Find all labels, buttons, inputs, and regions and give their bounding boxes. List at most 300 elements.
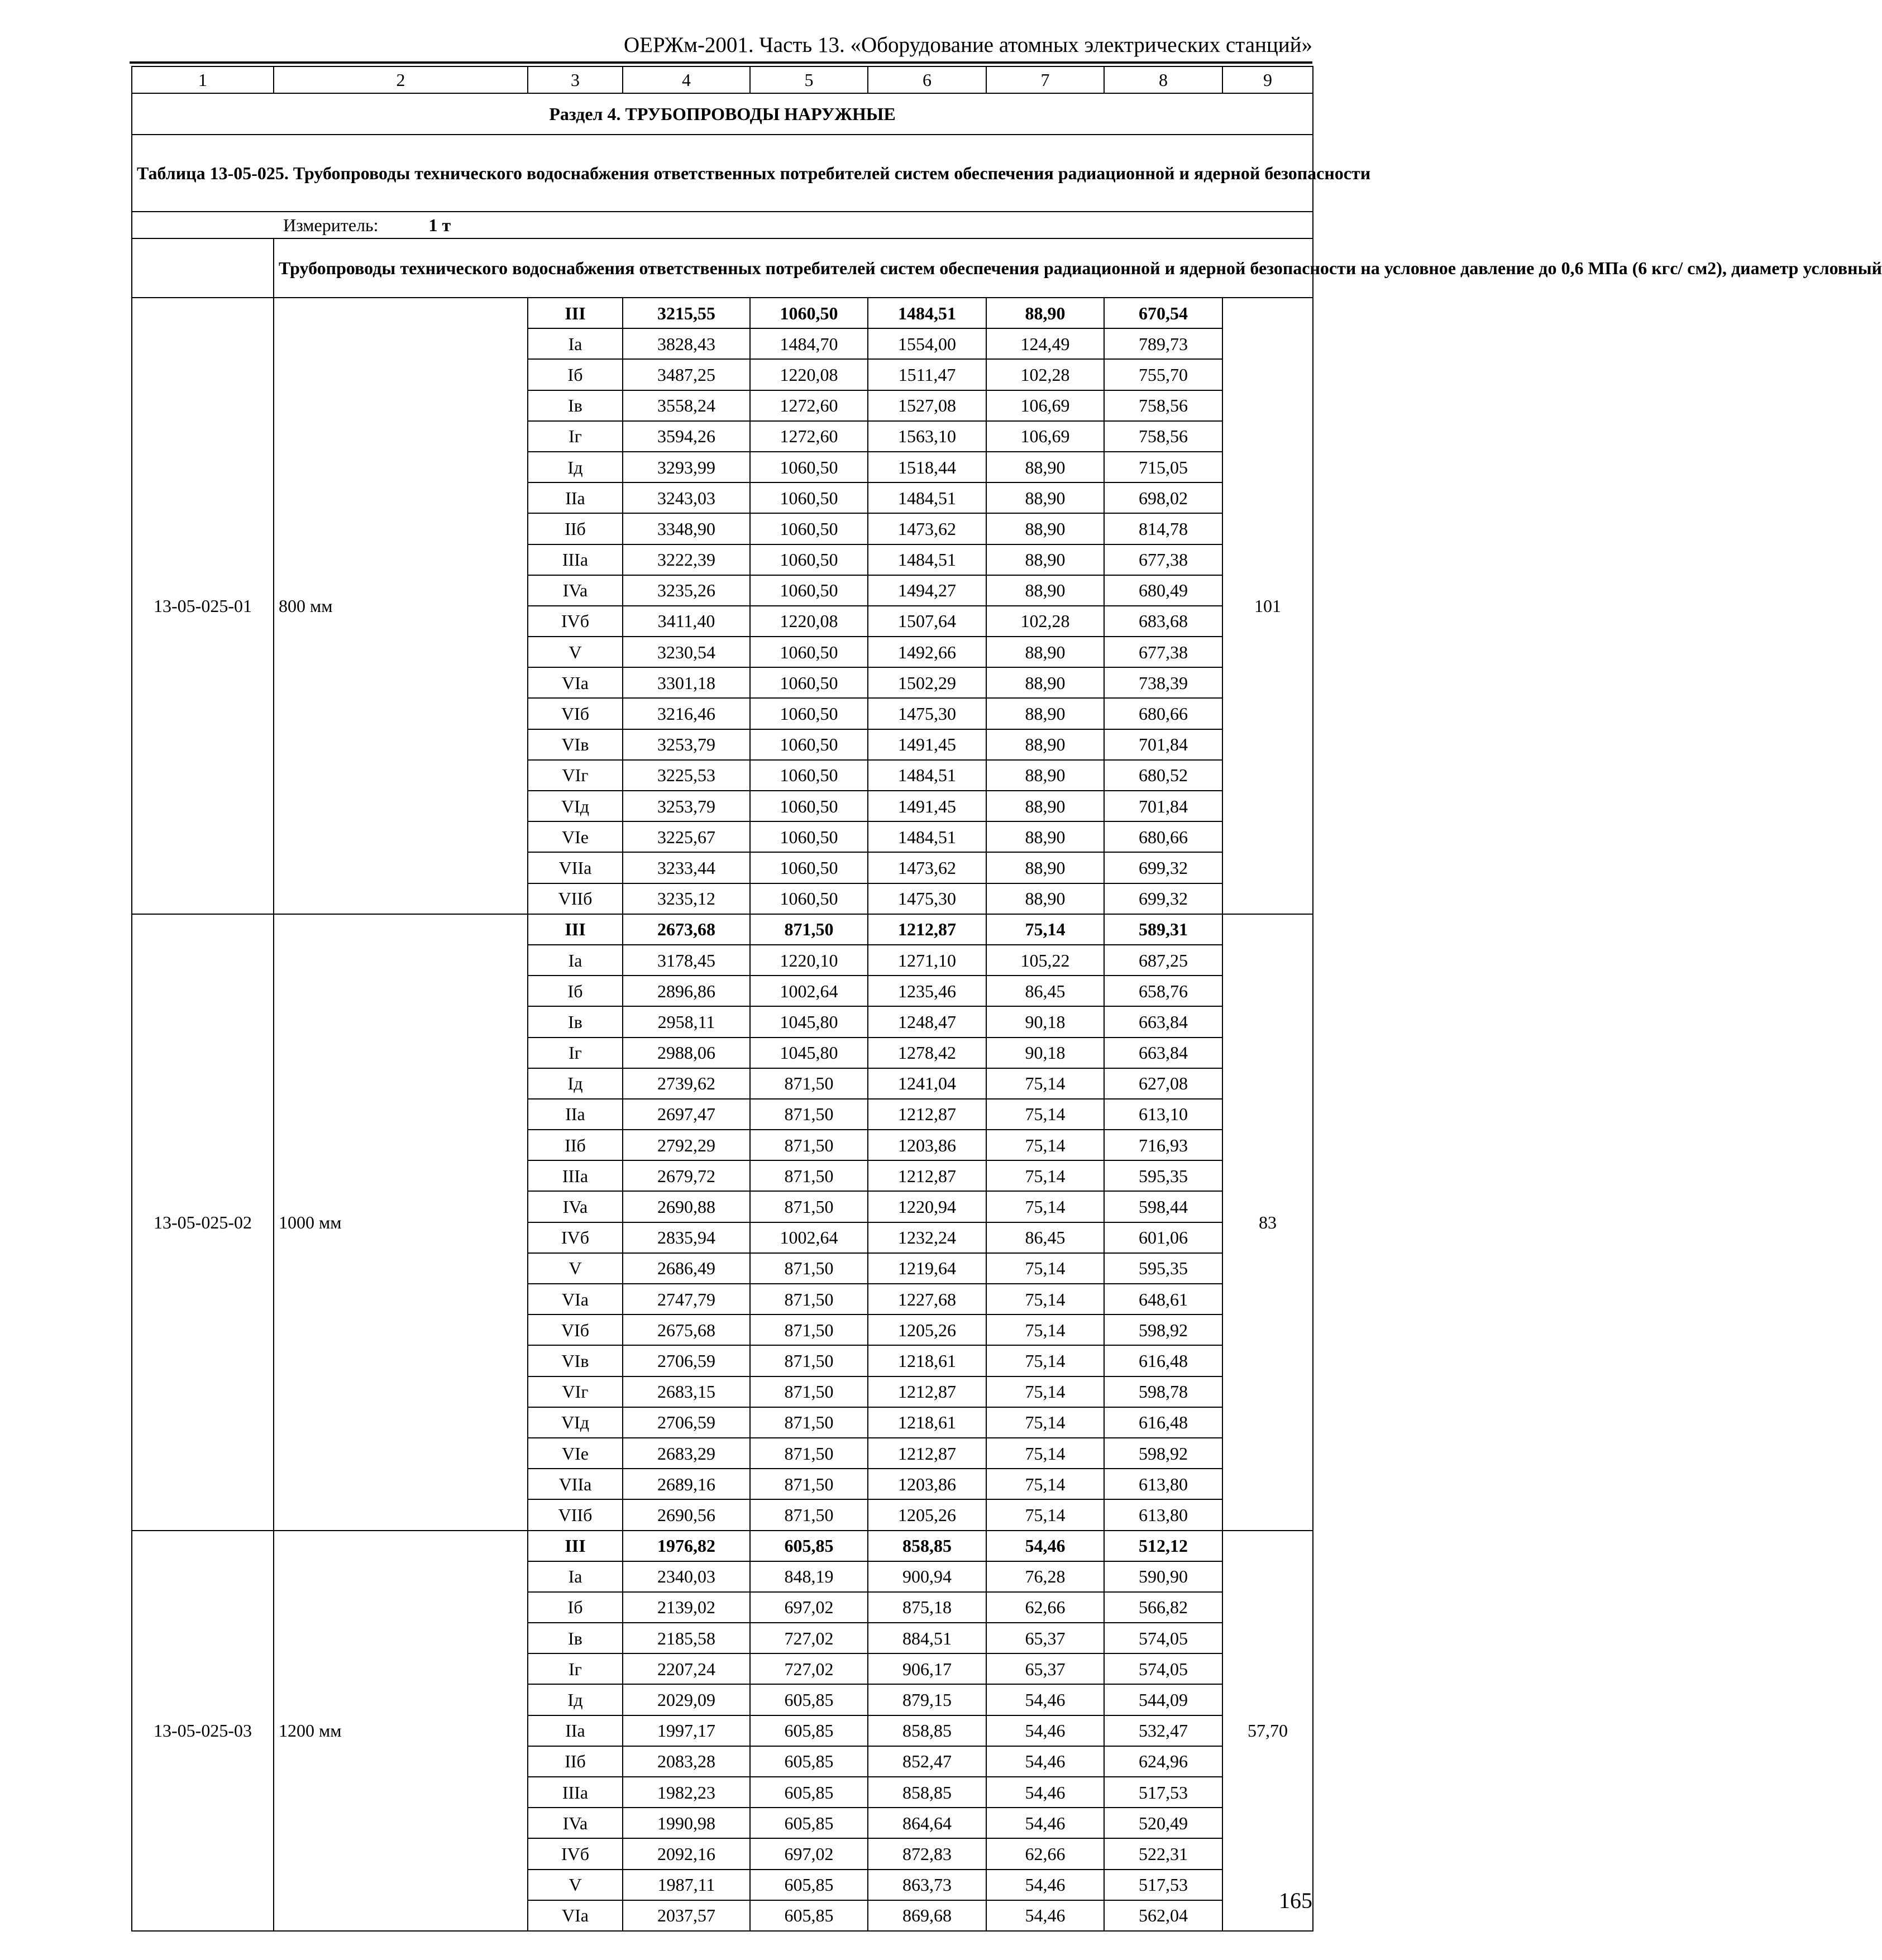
zone-cell: Iг xyxy=(528,421,623,452)
value-cell: 871,50 xyxy=(750,1314,868,1345)
zone-cell: Iд xyxy=(528,1684,623,1715)
value-cell: 532,47 xyxy=(1104,1715,1222,1746)
value-cell: 54,46 xyxy=(986,1870,1104,1900)
value-cell: 864,64 xyxy=(868,1808,986,1838)
value-cell: 1473,62 xyxy=(868,513,986,544)
value-cell: 102,28 xyxy=(986,359,1104,390)
column-number-row xyxy=(132,66,1313,93)
value-cell: 871,50 xyxy=(750,1499,868,1530)
value-cell: 3243,03 xyxy=(623,482,750,513)
value-cell: 616,48 xyxy=(1104,1407,1222,1438)
value-cell: 1491,45 xyxy=(868,729,986,760)
value-cell: 605,85 xyxy=(750,1531,868,1561)
value-cell: 2683,15 xyxy=(623,1376,750,1407)
value-cell: 906,17 xyxy=(868,1653,986,1684)
value-cell: 2706,59 xyxy=(623,1345,750,1376)
value-cell: 680,49 xyxy=(1104,575,1222,606)
value-cell: 62,66 xyxy=(986,1592,1104,1623)
value-cell: 871,50 xyxy=(750,1130,868,1160)
value-cell: 677,38 xyxy=(1104,544,1222,575)
value-cell: 1045,80 xyxy=(750,1006,868,1037)
value-cell: 54,46 xyxy=(986,1746,1104,1777)
value-cell: 1494,27 xyxy=(868,575,986,606)
value-cell: 75,14 xyxy=(986,1130,1104,1160)
value-cell: 858,85 xyxy=(868,1715,986,1746)
diameter-cell: 1000 мм xyxy=(274,914,528,1531)
zone-cell: III xyxy=(528,1531,623,1561)
zone-cell: IVб xyxy=(528,1222,623,1253)
value-cell: 75,14 xyxy=(986,1284,1104,1314)
zone-cell: Iг xyxy=(528,1653,623,1684)
column-number: 8 xyxy=(1104,66,1222,93)
value-cell: 648,61 xyxy=(1104,1284,1222,1314)
value-cell: 871,50 xyxy=(750,1469,868,1499)
value-cell: 1212,87 xyxy=(868,1160,986,1191)
value-cell: 1227,68 xyxy=(868,1284,986,1314)
section-title: Раздел 4. ТРУБОПРОВОДЫ НАРУЖНЫЕ xyxy=(132,93,1313,135)
value-cell: 699,32 xyxy=(1104,883,1222,914)
value-cell: 3215,55 xyxy=(623,298,750,328)
value-cell: 65,37 xyxy=(986,1623,1104,1653)
value-cell: 1982,23 xyxy=(623,1777,750,1808)
value-cell: 595,35 xyxy=(1104,1160,1222,1191)
zone-cell: IVa xyxy=(528,1808,623,1838)
value-cell: 1212,87 xyxy=(868,914,986,945)
column-number: 3 xyxy=(528,66,623,93)
zone-cell: VIг xyxy=(528,760,623,791)
value-cell: 613,10 xyxy=(1104,1099,1222,1130)
value-cell: 3594,26 xyxy=(623,421,750,452)
zone-cell: Ia xyxy=(528,1561,623,1592)
page-header: ОЕРЖм-2001. Часть 13. «Оборудование атомных электрических станций» xyxy=(624,33,1312,57)
value-cell: 871,50 xyxy=(750,1253,868,1284)
value-cell: 1473,62 xyxy=(868,852,986,883)
column-number: 6 xyxy=(868,66,986,93)
value-cell: 88,90 xyxy=(986,821,1104,852)
value-cell: 3235,26 xyxy=(623,575,750,606)
value-cell: 598,92 xyxy=(1104,1314,1222,1345)
column-number: 5 xyxy=(750,66,868,93)
value-cell: 1220,94 xyxy=(868,1191,986,1222)
zone-cell: IIIa xyxy=(528,544,623,575)
value-cell: 2689,16 xyxy=(623,1469,750,1499)
zone-cell: IIб xyxy=(528,513,623,544)
value-cell: 2690,56 xyxy=(623,1499,750,1530)
zone-cell: IIa xyxy=(528,1715,623,1746)
value-cell: 1554,00 xyxy=(868,328,986,359)
value-cell: 88,90 xyxy=(986,544,1104,575)
table-title: Таблица 13-05-025. Трубопроводы технического водоснабжения ответственных потребителей систем обеспечения радиационной и ядерной безопасности xyxy=(132,135,1313,212)
value-cell: 88,90 xyxy=(986,852,1104,883)
value-cell: 1507,64 xyxy=(868,606,986,637)
zone-cell: IIIa xyxy=(528,1160,623,1191)
value-cell: 1060,50 xyxy=(750,482,868,513)
value-cell: 1219,64 xyxy=(868,1253,986,1284)
value-cell: 1045,80 xyxy=(750,1038,868,1068)
value-cell: 1203,86 xyxy=(868,1469,986,1499)
zone-cell: Iд xyxy=(528,1068,623,1099)
value-cell: 858,85 xyxy=(868,1531,986,1561)
value-cell: 2673,68 xyxy=(623,914,750,945)
value-cell: 1060,50 xyxy=(750,452,868,482)
value-cell: 605,85 xyxy=(750,1684,868,1715)
value-cell: 75,14 xyxy=(986,1438,1104,1469)
value-cell: 2207,24 xyxy=(623,1653,750,1684)
value-cell: 1235,46 xyxy=(868,976,986,1006)
value-cell: 1060,50 xyxy=(750,637,868,667)
value-cell: 1527,08 xyxy=(868,390,986,421)
value-cell: 88,90 xyxy=(986,729,1104,760)
value-cell: 1205,26 xyxy=(868,1499,986,1530)
value-cell: 670,54 xyxy=(1104,298,1222,328)
value-cell: 1502,29 xyxy=(868,667,986,698)
value-cell: 3235,12 xyxy=(623,883,750,914)
value-cell: 2697,47 xyxy=(623,1099,750,1130)
value-cell: 88,90 xyxy=(986,637,1104,667)
price-table-body xyxy=(132,66,1882,1931)
zone-cell: Iв xyxy=(528,390,623,421)
value-cell: 88,90 xyxy=(986,667,1104,698)
value-cell: 2739,62 xyxy=(623,1068,750,1099)
value-cell: 75,14 xyxy=(986,1160,1104,1191)
value-cell: 90,18 xyxy=(986,1038,1104,1068)
value-cell: 697,02 xyxy=(750,1838,868,1869)
value-cell: 1511,47 xyxy=(868,359,986,390)
value-cell: 613,80 xyxy=(1104,1469,1222,1499)
value-cell: 75,14 xyxy=(986,1253,1104,1284)
value-cell: 2706,59 xyxy=(623,1407,750,1438)
value-cell: 758,56 xyxy=(1104,390,1222,421)
value-cell: 1060,50 xyxy=(750,667,868,698)
value-cell: 1212,87 xyxy=(868,1099,986,1130)
value-cell: 1248,47 xyxy=(868,1006,986,1037)
value-cell: 54,46 xyxy=(986,1531,1104,1561)
value-cell: 1060,50 xyxy=(750,852,868,883)
description: Трубопроводы технического водоснабжения ответственных потребителей систем обеспечения радиационной и ядерной безопасности на условное давление до 0,6 МПа (6 кгс/ см2), диаметр условный xyxy=(274,238,1313,298)
zone-cell: Iб xyxy=(528,359,623,390)
value-cell: 1278,42 xyxy=(868,1038,986,1068)
column-number: 1 xyxy=(132,66,274,93)
value-cell: 2675,68 xyxy=(623,1314,750,1345)
zone-cell: IIб xyxy=(528,1130,623,1160)
zone-cell: VIe xyxy=(528,821,623,852)
value-cell: 680,52 xyxy=(1104,760,1222,791)
zone-cell: V xyxy=(528,637,623,667)
value-cell: 858,85 xyxy=(868,1777,986,1808)
value-cell: 2683,29 xyxy=(623,1438,750,1469)
value-cell: 758,56 xyxy=(1104,421,1222,452)
value-cell: 517,53 xyxy=(1104,1870,1222,1900)
value-cell: 75,14 xyxy=(986,1499,1104,1530)
value-cell: 663,84 xyxy=(1104,1038,1222,1068)
measure-row xyxy=(132,212,1313,238)
column-number: 7 xyxy=(986,66,1104,93)
value-cell: 683,68 xyxy=(1104,606,1222,637)
value-cell: 616,48 xyxy=(1104,1345,1222,1376)
value-cell: 562,04 xyxy=(1104,1900,1222,1931)
value-cell: 522,31 xyxy=(1104,1838,1222,1869)
zone-cell: Iб xyxy=(528,976,623,1006)
zone-cell: VIIa xyxy=(528,852,623,883)
value-cell: 566,82 xyxy=(1104,1592,1222,1623)
value-cell: 75,14 xyxy=(986,1099,1104,1130)
price-table xyxy=(131,66,1882,1932)
value-cell: 3216,46 xyxy=(623,698,750,729)
value-cell: 3828,43 xyxy=(623,328,750,359)
value-cell: 716,93 xyxy=(1104,1130,1222,1160)
value-cell: 75,14 xyxy=(986,1376,1104,1407)
value-cell: 605,85 xyxy=(750,1715,868,1746)
value-cell: 1060,50 xyxy=(750,298,868,328)
value-cell: 3348,90 xyxy=(623,513,750,544)
header-rule xyxy=(130,61,1312,64)
extra-cell: 57,70 xyxy=(1222,1531,1313,1931)
value-cell: 2792,29 xyxy=(623,1130,750,1160)
value-cell: 1232,24 xyxy=(868,1222,986,1253)
value-cell: 75,14 xyxy=(986,1068,1104,1099)
zone-cell: IVa xyxy=(528,575,623,606)
value-cell: 755,70 xyxy=(1104,359,1222,390)
value-cell: 852,47 xyxy=(868,1746,986,1777)
value-cell: 680,66 xyxy=(1104,821,1222,852)
column-number: 2 xyxy=(274,66,528,93)
value-cell: 106,69 xyxy=(986,390,1104,421)
value-cell: 88,90 xyxy=(986,452,1104,482)
value-cell: 1271,10 xyxy=(868,945,986,976)
value-cell: 738,39 xyxy=(1104,667,1222,698)
zone-cell: VIa xyxy=(528,667,623,698)
table-row xyxy=(132,1531,1313,1561)
value-cell: 3253,79 xyxy=(623,791,750,821)
extra-cell: 101 xyxy=(1222,298,1313,914)
zone-cell: VIв xyxy=(528,1345,623,1376)
value-cell: 1060,50 xyxy=(750,544,868,575)
value-cell: 2185,58 xyxy=(623,1623,750,1653)
zone-cell: III xyxy=(528,298,623,328)
value-cell: 1484,70 xyxy=(750,328,868,359)
value-cell: 869,68 xyxy=(868,1900,986,1931)
value-cell: 848,19 xyxy=(750,1561,868,1592)
value-cell: 1484,51 xyxy=(868,298,986,328)
value-cell: 1272,60 xyxy=(750,421,868,452)
zone-cell: IVб xyxy=(528,606,623,637)
zone-cell: VIд xyxy=(528,1407,623,1438)
zone-cell: Iв xyxy=(528,1623,623,1653)
value-cell: 1002,64 xyxy=(750,976,868,1006)
value-cell: 715,05 xyxy=(1104,452,1222,482)
value-cell: 871,50 xyxy=(750,1284,868,1314)
value-cell: 3411,40 xyxy=(623,606,750,637)
value-cell: 88,90 xyxy=(986,482,1104,513)
value-cell: 3225,53 xyxy=(623,760,750,791)
zone-cell: Iб xyxy=(528,1592,623,1623)
section-title-row xyxy=(132,93,1313,135)
value-cell: 2835,94 xyxy=(623,1222,750,1253)
value-cell: 75,14 xyxy=(986,1407,1104,1438)
value-cell: 1002,64 xyxy=(750,1222,868,1253)
value-cell: 124,49 xyxy=(986,328,1104,359)
page-number: 165 xyxy=(1279,1888,1312,1913)
value-cell: 2988,06 xyxy=(623,1038,750,1068)
zone-cell: IIa xyxy=(528,1099,623,1130)
value-cell: 76,28 xyxy=(986,1561,1104,1592)
value-cell: 3222,39 xyxy=(623,544,750,575)
value-cell: 1987,11 xyxy=(623,1870,750,1900)
value-cell: 605,85 xyxy=(750,1746,868,1777)
zone-cell: VIв xyxy=(528,729,623,760)
measure-label: Измеритель: xyxy=(283,215,379,235)
zone-cell: V xyxy=(528,1253,623,1284)
diameter-cell: 800 мм xyxy=(274,298,528,914)
value-cell: 590,90 xyxy=(1104,1561,1222,1592)
value-cell: 605,85 xyxy=(750,1870,868,1900)
value-cell: 2340,03 xyxy=(623,1561,750,1592)
value-cell: 727,02 xyxy=(750,1623,868,1653)
value-cell: 86,45 xyxy=(986,976,1104,1006)
value-cell: 1272,60 xyxy=(750,390,868,421)
description-row xyxy=(132,238,1313,298)
value-cell: 3225,67 xyxy=(623,821,750,852)
value-cell: 1484,51 xyxy=(868,482,986,513)
zone-cell: Iг xyxy=(528,1038,623,1068)
zone-cell: V xyxy=(528,1870,623,1900)
value-cell: 88,90 xyxy=(986,298,1104,328)
value-cell: 2139,02 xyxy=(623,1592,750,1623)
code-cell: 13-05-025-01 xyxy=(132,298,274,914)
zone-cell: VIIб xyxy=(528,883,623,914)
value-cell: 3178,45 xyxy=(623,945,750,976)
value-cell: 1060,50 xyxy=(750,729,868,760)
value-cell: 613,80 xyxy=(1104,1499,1222,1530)
zone-cell: VIIб xyxy=(528,1499,623,1530)
value-cell: 54,46 xyxy=(986,1684,1104,1715)
value-cell: 871,50 xyxy=(750,1345,868,1376)
value-cell: 54,46 xyxy=(986,1808,1104,1838)
value-cell: 2896,86 xyxy=(623,976,750,1006)
value-cell: 1060,50 xyxy=(750,883,868,914)
value-cell: 3253,79 xyxy=(623,729,750,760)
value-cell: 3233,44 xyxy=(623,852,750,883)
value-cell: 2679,72 xyxy=(623,1160,750,1191)
value-cell: 605,85 xyxy=(750,1777,868,1808)
value-cell: 900,94 xyxy=(868,1561,986,1592)
value-cell: 1205,26 xyxy=(868,1314,986,1345)
table-row xyxy=(132,914,1313,945)
value-cell: 1218,61 xyxy=(868,1345,986,1376)
value-cell: 697,02 xyxy=(750,1592,868,1623)
value-cell: 2686,49 xyxy=(623,1253,750,1284)
zone-cell: VIб xyxy=(528,1314,623,1345)
value-cell: 871,50 xyxy=(750,914,868,945)
value-cell: 75,14 xyxy=(986,1191,1104,1222)
value-cell: 54,46 xyxy=(986,1900,1104,1931)
zone-cell: Iв xyxy=(528,1006,623,1037)
value-cell: 75,14 xyxy=(986,1345,1104,1376)
value-cell: 871,50 xyxy=(750,1376,868,1407)
value-cell: 598,44 xyxy=(1104,1191,1222,1222)
zone-cell: VIe xyxy=(528,1438,623,1469)
value-cell: 1475,30 xyxy=(868,698,986,729)
value-cell: 680,66 xyxy=(1104,698,1222,729)
zone-cell: Iд xyxy=(528,452,623,482)
value-cell: 598,92 xyxy=(1104,1438,1222,1469)
value-cell: 814,78 xyxy=(1104,513,1222,544)
value-cell: 872,83 xyxy=(868,1838,986,1869)
value-cell: 1220,10 xyxy=(750,945,868,976)
measure-cell xyxy=(132,212,1313,238)
value-cell: 1060,50 xyxy=(750,821,868,852)
value-cell: 75,14 xyxy=(986,1469,1104,1499)
zone-cell: IVa xyxy=(528,1191,623,1222)
value-cell: 1220,08 xyxy=(750,606,868,637)
value-cell: 517,53 xyxy=(1104,1777,1222,1808)
value-cell: 1203,86 xyxy=(868,1130,986,1160)
value-cell: 663,84 xyxy=(1104,1006,1222,1037)
extra-cell: 83 xyxy=(1222,914,1313,1531)
value-cell: 544,09 xyxy=(1104,1684,1222,1715)
value-cell: 3301,18 xyxy=(623,667,750,698)
value-cell: 106,69 xyxy=(986,421,1104,452)
value-cell: 1212,87 xyxy=(868,1438,986,1469)
value-cell: 1060,50 xyxy=(750,513,868,544)
zone-cell: VIa xyxy=(528,1284,623,1314)
column-number: 4 xyxy=(623,66,750,93)
table-title-row xyxy=(132,135,1313,212)
value-cell: 1484,51 xyxy=(868,760,986,791)
value-cell: 598,78 xyxy=(1104,1376,1222,1407)
value-cell: 3293,99 xyxy=(623,452,750,482)
value-cell: 789,73 xyxy=(1104,328,1222,359)
value-cell: 605,85 xyxy=(750,1808,868,1838)
zone-cell: IIIa xyxy=(528,1777,623,1808)
value-cell: 605,85 xyxy=(750,1900,868,1931)
zone-cell: VIд xyxy=(528,791,623,821)
value-cell: 1218,61 xyxy=(868,1407,986,1438)
value-cell: 1475,30 xyxy=(868,883,986,914)
value-cell: 871,50 xyxy=(750,1407,868,1438)
value-cell: 88,90 xyxy=(986,760,1104,791)
zone-cell: VIг xyxy=(528,1376,623,1407)
value-cell: 1060,50 xyxy=(750,575,868,606)
value-cell: 863,73 xyxy=(868,1870,986,1900)
zone-cell: III xyxy=(528,914,623,945)
value-cell: 1060,50 xyxy=(750,760,868,791)
value-cell: 88,90 xyxy=(986,791,1104,821)
zone-cell: IVб xyxy=(528,1838,623,1869)
value-cell: 574,05 xyxy=(1104,1623,1222,1653)
value-cell: 3230,54 xyxy=(623,637,750,667)
value-cell: 574,05 xyxy=(1104,1653,1222,1684)
value-cell: 54,46 xyxy=(986,1715,1104,1746)
column-number: 9 xyxy=(1222,66,1313,93)
value-cell: 1997,17 xyxy=(623,1715,750,1746)
value-cell: 871,50 xyxy=(750,1191,868,1222)
value-cell: 54,46 xyxy=(986,1777,1104,1808)
code-cell: 13-05-025-03 xyxy=(132,1531,274,1931)
value-cell: 2747,79 xyxy=(623,1284,750,1314)
value-cell: 727,02 xyxy=(750,1653,868,1684)
value-cell: 2958,11 xyxy=(623,1006,750,1037)
value-cell: 1241,04 xyxy=(868,1068,986,1099)
value-cell: 658,76 xyxy=(1104,976,1222,1006)
value-cell: 595,35 xyxy=(1104,1253,1222,1284)
value-cell: 871,50 xyxy=(750,1160,868,1191)
value-cell: 520,49 xyxy=(1104,1808,1222,1838)
value-cell: 589,31 xyxy=(1104,914,1222,945)
zone-cell: VIб xyxy=(528,698,623,729)
value-cell: 2083,28 xyxy=(623,1746,750,1777)
value-cell: 75,14 xyxy=(986,914,1104,945)
